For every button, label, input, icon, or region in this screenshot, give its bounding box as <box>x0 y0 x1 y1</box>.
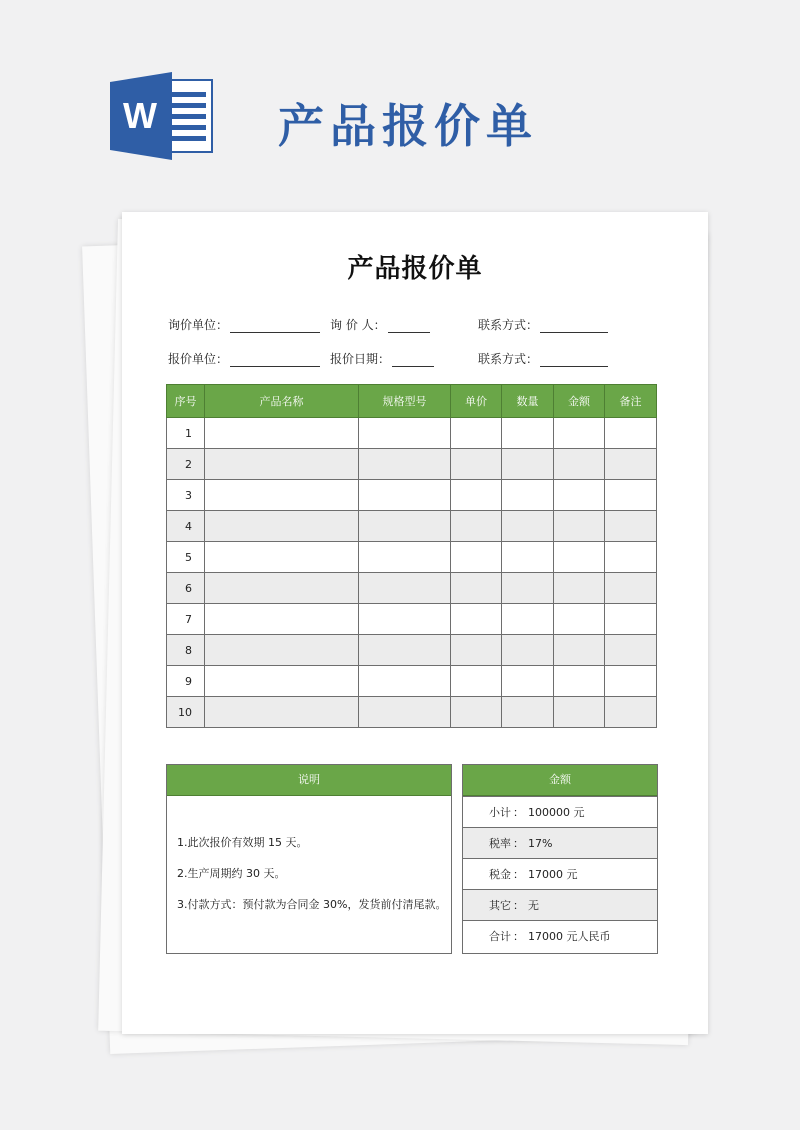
cell[interactable] <box>205 511 359 542</box>
amount-value: 17000 元人民币 <box>528 930 611 943</box>
contact-field-2[interactable]: 联系方式： <box>478 350 608 367</box>
cell[interactable] <box>451 418 502 449</box>
cell[interactable] <box>605 666 657 697</box>
amount-row-tax: 税金 ： 17000 元 <box>463 858 657 889</box>
amount-row-subtotal: 小计 ： 100000 元 <box>463 796 657 827</box>
cell[interactable] <box>451 542 502 573</box>
table-row <box>167 449 657 480</box>
cell[interactable] <box>205 573 359 604</box>
header-index: 序号 <box>167 385 205 418</box>
cell[interactable] <box>359 635 451 666</box>
cell[interactable] <box>554 480 605 511</box>
header-spec-model: 规格型号 <box>359 385 451 418</box>
cell[interactable] <box>605 480 657 511</box>
amount-label: 合计 <box>489 930 511 943</box>
cell[interactable] <box>502 573 554 604</box>
cell[interactable] <box>502 418 554 449</box>
header-unit-price: 单价 <box>451 385 502 418</box>
amount-row-total: 合计 ： 17000 元人民币 <box>463 920 657 951</box>
table-row <box>167 418 657 449</box>
cell[interactable] <box>359 418 451 449</box>
cell[interactable] <box>359 449 451 480</box>
cell[interactable] <box>554 511 605 542</box>
row-number: 6 <box>167 573 205 604</box>
cell[interactable] <box>554 666 605 697</box>
cell[interactable] <box>554 542 605 573</box>
cell[interactable] <box>205 604 359 635</box>
cell[interactable] <box>554 449 605 480</box>
cell[interactable] <box>451 666 502 697</box>
row-number: 8 <box>167 635 205 666</box>
table-row <box>167 697 657 728</box>
row-number: 3 <box>167 480 205 511</box>
cell[interactable] <box>554 418 605 449</box>
amount-label: 其它 <box>489 899 511 912</box>
cell[interactable] <box>359 697 451 728</box>
cell[interactable] <box>451 635 502 666</box>
cell[interactable] <box>205 418 359 449</box>
cell[interactable] <box>451 511 502 542</box>
cell[interactable] <box>359 511 451 542</box>
cell[interactable] <box>605 604 657 635</box>
cell[interactable] <box>502 542 554 573</box>
cell[interactable] <box>359 573 451 604</box>
banner-title: 产品报价单 <box>278 99 538 153</box>
table-row <box>167 635 657 666</box>
cell[interactable] <box>451 573 502 604</box>
cell[interactable] <box>205 480 359 511</box>
amount-summary-box <box>462 764 658 954</box>
table-row <box>167 604 657 635</box>
quote-unit-line[interactable] <box>230 354 320 367</box>
cell[interactable] <box>605 542 657 573</box>
table-header-row <box>167 385 657 418</box>
cell[interactable] <box>554 697 605 728</box>
note-item: 2.生产周期约 30 天。 <box>177 867 286 880</box>
header-amount: 金额 <box>554 385 605 418</box>
notes-header: 说明 <box>167 765 451 796</box>
table-row <box>167 666 657 697</box>
document-title: 产品报价单 <box>347 254 483 284</box>
table-row <box>167 511 657 542</box>
cell[interactable] <box>451 480 502 511</box>
row-number: 5 <box>167 542 205 573</box>
contact-line-1[interactable] <box>540 320 608 333</box>
cell[interactable] <box>359 604 451 635</box>
cell[interactable] <box>502 480 554 511</box>
word-logo-icon <box>110 72 214 160</box>
inquiry-unit-line[interactable] <box>230 320 320 333</box>
cell[interactable] <box>605 418 657 449</box>
amount-header: 金额 <box>463 765 657 796</box>
product-table <box>166 384 657 728</box>
quote-date-line[interactable] <box>392 354 434 367</box>
cell[interactable] <box>451 604 502 635</box>
cell[interactable] <box>605 449 657 480</box>
quote-unit-field[interactable]: 报价单位： <box>168 350 320 367</box>
inquirer-field[interactable]: 询 价 人： <box>330 316 430 333</box>
cell[interactable] <box>205 542 359 573</box>
amount-label: 小计 <box>489 806 511 819</box>
cell[interactable] <box>502 449 554 480</box>
row-number: 4 <box>167 511 205 542</box>
amount-value: 17000 元 <box>528 868 578 881</box>
table-row <box>167 480 657 511</box>
table-row <box>167 542 657 573</box>
cell[interactable] <box>359 666 451 697</box>
notes-box <box>166 764 452 954</box>
contact-line-2[interactable] <box>540 354 608 367</box>
amount-row-tax-rate: 税率 ： 17% <box>463 827 657 858</box>
notes-list <box>167 796 451 927</box>
cell[interactable] <box>205 449 359 480</box>
cell[interactable] <box>605 511 657 542</box>
cell[interactable] <box>502 635 554 666</box>
row-number: 9 <box>167 666 205 697</box>
cell[interactable] <box>554 604 605 635</box>
cell[interactable] <box>205 697 359 728</box>
row-number: 2 <box>167 449 205 480</box>
inquiry-unit-field[interactable]: 询价单位： <box>168 316 320 333</box>
row-number: 1 <box>167 418 205 449</box>
banner <box>110 72 710 162</box>
table-row <box>167 573 657 604</box>
amount-value: 无 <box>528 899 539 912</box>
cell[interactable] <box>359 480 451 511</box>
cell[interactable] <box>502 697 554 728</box>
cell[interactable] <box>205 666 359 697</box>
row-number: 7 <box>167 604 205 635</box>
cell[interactable] <box>502 604 554 635</box>
note-item: 1.此次报价有效期 15 天。 <box>177 836 308 849</box>
row-number: 10 <box>167 697 205 728</box>
header-quantity: 数量 <box>502 385 554 418</box>
amount-label: 税金 <box>489 868 511 881</box>
header-remarks: 备注 <box>605 385 657 418</box>
quote-date-field[interactable]: 报价日期： <box>330 350 434 367</box>
note-item: 3.付款方式：预付款为合同金 30%，发货前付清尾款。 <box>177 898 447 911</box>
header-product-name: 产品名称 <box>205 385 359 418</box>
cell[interactable] <box>502 511 554 542</box>
contact-field-1[interactable]: 联系方式： <box>478 316 608 333</box>
cell[interactable] <box>554 635 605 666</box>
cell[interactable] <box>451 697 502 728</box>
cell[interactable] <box>205 635 359 666</box>
cell[interactable] <box>502 666 554 697</box>
amount-value: 17% <box>528 837 553 850</box>
amount-label: 税率 <box>489 837 511 850</box>
cell[interactable] <box>605 635 657 666</box>
cell[interactable] <box>359 542 451 573</box>
quotation-sheet <box>122 212 708 1034</box>
amount-value: 100000 元 <box>528 806 585 819</box>
svg-text:W: W <box>123 95 157 136</box>
amount-row-other: 其它 ： 无 <box>463 889 657 920</box>
cell[interactable] <box>605 573 657 604</box>
cell[interactable] <box>554 573 605 604</box>
cell[interactable] <box>451 449 502 480</box>
cell[interactable] <box>605 697 657 728</box>
inquirer-line[interactable] <box>388 320 430 333</box>
